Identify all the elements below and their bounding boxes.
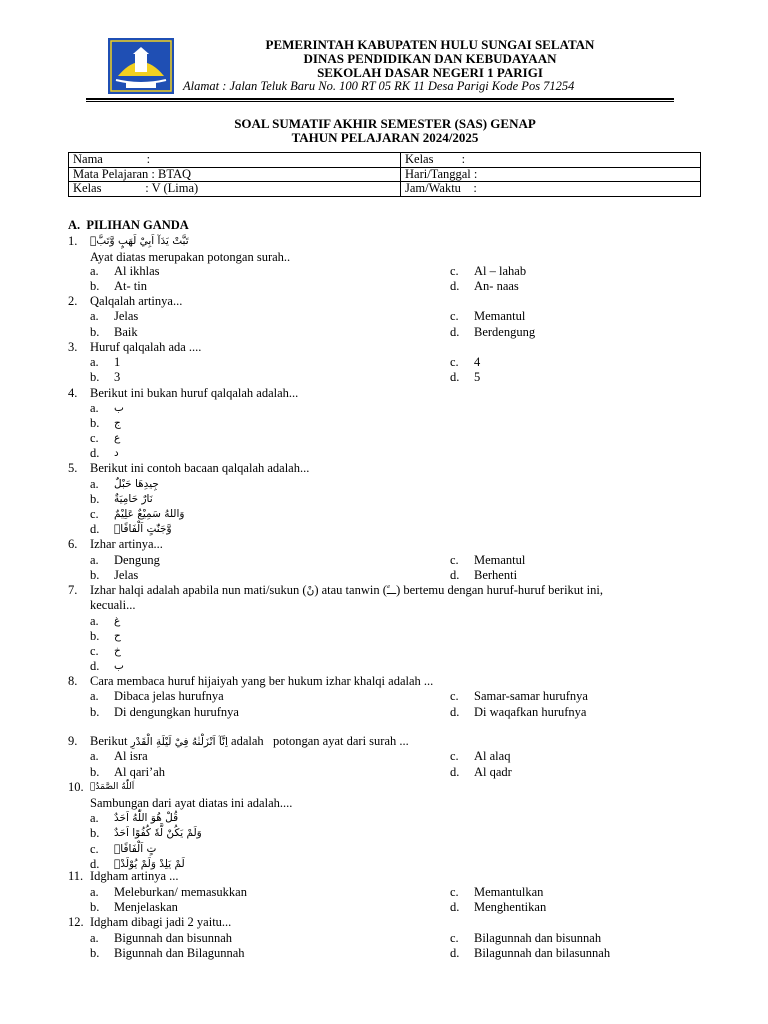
question-text-part: adalah potongan ayat dari surah ... [231,734,409,748]
option-label: a. [90,553,99,567]
option-label: a. [90,885,99,899]
question-number: 8. [68,674,78,688]
option-b[interactable]: Bigunnah dan Bilagunnah [114,946,245,960]
exam-year: TAHUN PELAJARAN 2024/2025 [291,130,479,145]
grade-field: Kelas : V (Lima) [69,182,401,197]
option-label: c. [90,507,99,521]
option-a[interactable]: Meleburkan/ memasukkan [114,885,247,899]
option-label: c. [450,309,459,323]
option-a[interactable]: ب [114,402,124,414]
option-b[interactable]: وَلَمْ يَكُنْ لَّهٗ كُفُوًا اَحَدٌ [114,827,202,839]
option-label: c. [450,885,459,899]
question-number: 2. [68,294,78,308]
tanwin-glyph: ـــً [386,585,397,597]
option-label: d. [450,568,460,582]
question-arabic-verse: اَللّٰهُ الصَّمَدُۚ [90,782,135,792]
option-b[interactable]: Al qari’ah [114,765,166,779]
option-b[interactable]: ح [114,630,121,642]
option-label: a. [90,689,99,703]
subject-field: Mata Pelajaran : BTAQ [69,167,401,182]
option-label: b. [90,370,100,384]
option-label: b. [90,568,100,582]
table-row [69,182,701,197]
option-label: c. [450,264,459,278]
option-label: d. [450,946,460,960]
option-c[interactable]: تٍ اَلْفَافًاۗ [114,843,157,855]
header-address: Alamat : Jalan Teluk Baru No. 100 RT 05 RK 11 Desa Parigi Kode Pos 71254 [183,79,575,93]
class-field[interactable]: Kelas : [401,153,701,168]
option-label: d. [450,765,460,779]
option-b[interactable]: ج [114,417,121,429]
option-a[interactable]: Dengung [114,553,160,567]
option-label: a. [90,355,99,369]
option-d[interactable]: لَمْ يَلِدْ وَلَمْ يُوْلَدْۙ [114,858,185,870]
option-d[interactable]: Menghentikan [474,900,547,914]
question-text: Ayat diatas merupakan potongan surah.. [90,250,291,264]
option-label: b. [90,279,100,293]
option-label: b. [90,325,100,339]
option-c[interactable]: ع [114,432,121,444]
question-arabic-verse: تَبَّتْ يَدَآ اَبِيْ لَهَبٍ وَّتَبَّۗ [90,235,189,247]
option-a[interactable]: 1 [114,355,121,369]
option-label: c. [450,355,459,369]
option-c[interactable]: Memantul [474,309,526,323]
option-label: c. [450,553,459,567]
option-c[interactable]: خ [114,645,121,657]
option-label: d. [90,857,100,871]
option-label: d. [450,705,460,719]
option-label: b. [90,900,100,914]
option-d[interactable]: Bilagunnah dan bilasunnah [474,946,611,960]
question-text: Berikut ini contoh bacaan qalqalah adalah... [90,461,310,475]
question-text: Izhar artinya... [90,537,163,551]
question-text: Berikut ini bukan huruf qalqalah adalah... [90,386,299,400]
question-number: 6. [68,537,78,551]
question-text: Cara membaca huruf hijaiyah yang ber hukum izhar khalqi adalah ... [90,674,434,688]
option-label: a. [90,477,99,491]
option-d[interactable]: 5 [474,370,481,384]
question-text-part: ) atau tanwin ( [314,583,387,597]
nun-sukun-glyph: نْ [306,585,315,597]
option-b[interactable]: Di dengungkan hurufnya [114,705,239,719]
option-d[interactable]: د [114,447,119,459]
question-text-part: ) bertemu dengan huruf-huruf berikut ini, [396,583,603,597]
option-c[interactable]: 4 [474,355,481,369]
question-text: Huruf qalqalah ada .... [90,340,202,354]
option-label: a. [90,309,99,323]
option-label: c. [90,431,99,445]
option-c[interactable]: Memantul [474,553,526,567]
option-c[interactable]: وَاللهُ سَمِيْعٌ عَلِيْمٌ [114,508,185,520]
question-text-continued: kecuali... [90,598,136,612]
question-text: Idgham dibagi jadi 2 yaitu... [90,915,232,929]
option-label: c. [450,931,459,945]
option-label: a. [90,401,99,415]
question-number: 11. [68,869,84,883]
option-label: d. [90,522,100,536]
option-c[interactable]: Bilagunnah dan bisunnah [474,931,602,945]
option-d[interactable]: ب [114,660,124,672]
table-row [69,153,701,168]
header-divider-thick [86,98,674,100]
question-number: 12. [68,915,84,929]
question-number: 1. [68,234,78,248]
option-label: a. [90,614,99,628]
question-number: 4. [68,386,78,400]
question-number: 7. [68,583,78,597]
question-arabic-verse: اِنَّآ اَنْزَلْنٰهُ فِيْ لَيْلَةِ الْقَدْرِ [130,736,228,748]
option-b[interactable]: Baik [114,325,138,339]
option-c[interactable]: Samar-samar hurufnya [474,689,588,703]
option-b[interactable]: نَارٌ حَامِيَةٌ [114,493,153,505]
option-a[interactable]: قُلْ هُوَ اللّٰهُ اَحَدٌ [114,812,179,824]
option-a[interactable]: Bigunnah dan bisunnah [114,931,233,945]
option-a[interactable]: Jelas [114,309,139,323]
option-a[interactable]: Al ikhlas [114,264,160,278]
option-label: a. [90,811,99,825]
option-d[interactable]: Berhenti [474,568,518,582]
date-field[interactable]: Hari/Tanggal : [401,167,701,182]
option-label: c. [90,644,99,658]
option-label: d. [450,279,460,293]
question-text: Idgham artinya ... [90,869,179,883]
option-label: a. [90,749,99,763]
option-b[interactable]: Jelas [114,568,139,582]
exam-title: SOAL SUMATIF AKHIR SEMESTER (SAS) GENAP [234,116,536,131]
section-heading: A. PILIHAN GANDA [68,218,189,232]
question-text: Qalqalah artinya... [90,294,183,308]
question-number: 9. [68,734,78,748]
option-label: b. [90,946,100,960]
option-c[interactable]: Al alaq [474,749,511,763]
option-d[interactable]: وَّجَنّٰتٍ اَلْفَافًاۗ [114,523,172,535]
option-a[interactable]: غ [114,615,121,627]
option-a[interactable]: Al isra [114,749,148,763]
question-number: 3. [68,340,78,354]
option-d[interactable]: An- naas [474,279,519,293]
question-text-part: Berikut [90,734,128,748]
header-agency: DINAS PENDIDIKAN DAN KEBUDAYAAN [303,51,557,66]
time-field[interactable]: Jam/Waktu : [401,182,701,197]
option-label: a. [90,931,99,945]
option-label: d. [450,325,460,339]
option-d[interactable]: Al qadr [474,765,512,779]
option-label: b. [90,416,100,430]
option-label: b. [90,705,100,719]
option-label: d. [90,446,100,460]
question-number: 5. [68,461,78,475]
question-text-part: Izhar halqi adalah apabila nun mati/sukun ( [90,583,307,597]
option-label: d. [450,900,460,914]
header-divider-thin [86,101,674,102]
option-d[interactable]: Berdengung [474,325,536,339]
name-field[interactable]: Nama : [69,153,401,168]
option-b[interactable]: At- tin [114,279,147,293]
option-label: b. [90,765,100,779]
option-label: b. [90,492,100,506]
option-label: b. [90,629,100,643]
option-label: c. [90,842,99,856]
question-text [90,734,409,749]
header-government: PEMERINTAH KABUPATEN HULU SUNGAI SELATAN [265,37,595,52]
header-school-name: SEKOLAH DASAR NEGERI 1 PARIGI [317,65,543,80]
option-a[interactable]: جِيدِهَا حَبْلٌ [114,478,159,490]
option-label: c. [450,689,459,703]
option-c[interactable]: Memantulkan [474,885,544,899]
student-info-table [68,152,701,197]
question-text: Sambungan dari ayat diatas ini adalah.... [90,796,293,810]
table-row [69,167,701,182]
option-label: c. [450,749,459,763]
option-label: d. [90,659,100,673]
option-label: b. [90,826,100,840]
option-b[interactable]: 3 [114,370,121,384]
question-text [90,583,603,598]
option-a[interactable]: Dibaca jelas hurufnya [114,689,224,703]
option-b[interactable]: Menjelaskan [114,900,178,914]
option-c[interactable]: Al – lahab [474,264,527,278]
option-label: a. [90,264,99,278]
option-d[interactable]: Di waqafkan hurufnya [474,705,587,719]
school-emblem-logo [108,38,174,94]
question-number: 10. [68,780,84,794]
option-label: d. [450,370,460,384]
